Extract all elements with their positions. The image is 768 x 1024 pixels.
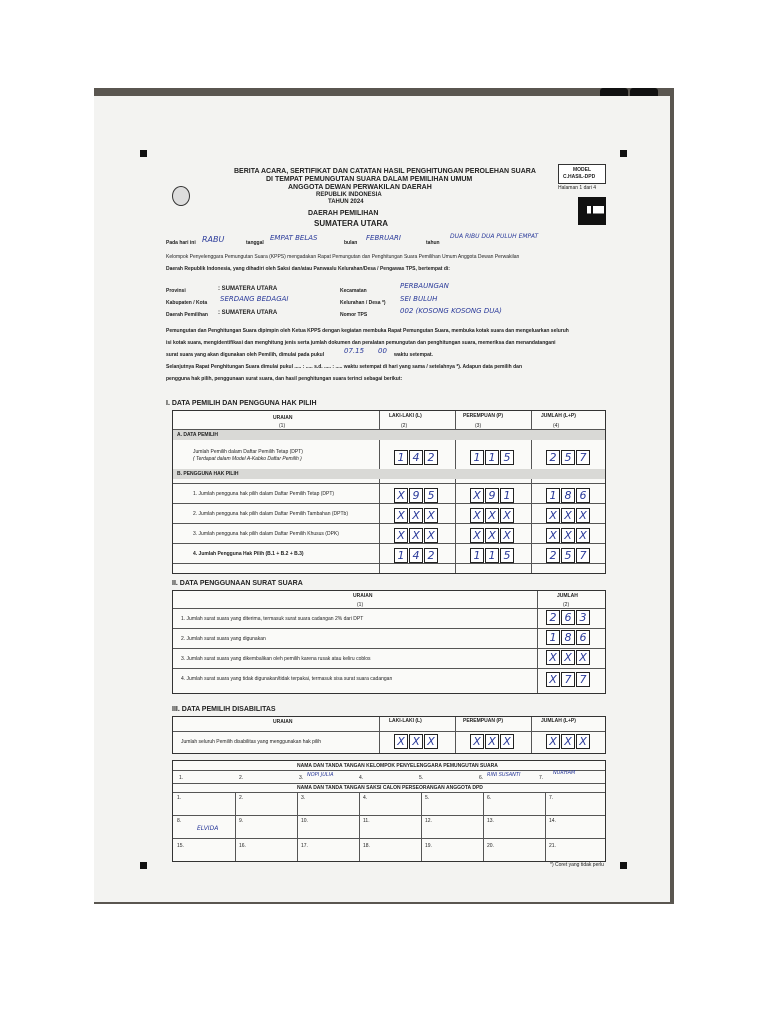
digit-box: X [394, 734, 408, 749]
dpt-t-boxes [546, 450, 590, 465]
digit-box: 5 [500, 548, 514, 563]
month-label: bulan [344, 240, 358, 246]
digit-box: X [470, 528, 484, 543]
intro-text-1: Kelompok Penyelenggara Pemungutan Suara (KPPS) mengadakan Rapat Pemungutan dan Penghitungan Suara Pemilihan Umum Anggota Dewan Perwakilan [166, 254, 520, 260]
saksi-num: 10. [301, 818, 308, 824]
col-laki-laki: LAKI-LAKI (L) [389, 718, 422, 724]
daerah-label: Daerah Pemilihan [166, 312, 208, 318]
region-label: DAERAH PEMILIHAN [308, 210, 379, 217]
corner-marker [620, 150, 627, 157]
digit-box: X [561, 734, 575, 749]
saksi-name-9: ELVIDA [197, 825, 219, 832]
digit-box: X [409, 528, 423, 543]
digit-box: X [546, 508, 560, 523]
date-label: tanggal [246, 240, 264, 246]
kelurahan-value: SEI BULUH [400, 295, 438, 303]
digit-box: X [561, 650, 575, 665]
b4-l-boxes [394, 548, 438, 563]
section-a-title: A. DATA PEMILIH [177, 432, 219, 438]
b4-t-boxes [546, 548, 590, 563]
saksi-num: 12. [425, 818, 432, 824]
digit-box: 2 [424, 548, 438, 563]
paragraph-line-1: Pemungutan dan Penghitungan Suara dipimpin oleh Ketua KPPS dengan kegiatan membuka Rapat Pemungutan Suara, membuka kotak suara dan mengeluarkan seluruh [166, 328, 569, 334]
section-a-header [173, 430, 605, 440]
digit-box: X [424, 528, 438, 543]
col-uraian: URAIAN [273, 719, 293, 725]
saksi-num: 15. [177, 843, 184, 849]
day-label: Pada hari ini [166, 240, 196, 246]
kecamatan-value: PERBAUNGAN [400, 282, 449, 290]
saksi-num: 13. [487, 818, 494, 824]
table-divider [173, 668, 605, 669]
year-value: DUA RIBU DUA PULUH EMPAT [450, 233, 539, 240]
ss-row-2-boxes [546, 630, 590, 645]
dis-t-boxes [546, 734, 590, 749]
col-num-4: (4) [553, 423, 560, 429]
kpps-num: 4. [359, 775, 364, 781]
b1-p-boxes [470, 488, 514, 503]
kpps-name-3: NOPI JULIA [307, 772, 334, 778]
col-jumlah: JUMLAH [557, 593, 578, 599]
digit-box: X [500, 508, 514, 523]
digit-box: X [485, 508, 499, 523]
table-divider [173, 648, 605, 649]
col-num-2: (2) [401, 423, 408, 429]
digit-box: 5 [561, 450, 575, 465]
ss-row-1-boxes [546, 610, 590, 625]
table-divider [173, 838, 605, 839]
saksi-num: 17. [301, 843, 308, 849]
b2-l-boxes [394, 508, 438, 523]
kpps-num: 5. [419, 775, 424, 781]
digit-box: 6 [576, 488, 590, 503]
table-divider [545, 792, 546, 861]
document-photo [94, 88, 674, 904]
section-2-title: II. DATA PENGGUNAAN SURAT SUARA [172, 580, 303, 587]
dpt-l-boxes [394, 450, 438, 465]
section-1-table [172, 410, 606, 574]
daerah-value: : SUMATERA UTARA [218, 310, 278, 316]
digit-box: 3 [576, 610, 590, 625]
saksi-num: 11. [363, 818, 370, 824]
ss-row-4-boxes [546, 672, 590, 687]
digit-box: 1 [500, 488, 514, 503]
date-value: EMPAT BELAS [270, 234, 318, 242]
digit-box: X [500, 528, 514, 543]
table-divider [173, 792, 605, 793]
digit-box: X [561, 508, 575, 523]
digit-box: 7 [576, 672, 590, 687]
model-code: C.HASIL-DPD [563, 174, 596, 180]
b4-p-boxes [470, 548, 514, 563]
col-num-3: (3) [475, 423, 482, 429]
month-value: FEBRUARI [366, 234, 401, 242]
kpps-name-7: NURHAM [553, 770, 576, 776]
table-divider [483, 792, 484, 861]
paragraph-line-4: Selanjutnya Rapat Penghitungan Suara dimulai pukul ..... : ..... s.d. ..... : ..... waktu setempat di hari yang sama / setelahnya *). Adapun data pemilih dan [166, 364, 522, 370]
table-divider [173, 608, 605, 609]
digit-box: X [409, 508, 423, 523]
digit-box: X [470, 508, 484, 523]
section-3-title: III. DATA PEMILIH DISABILITAS [172, 706, 276, 713]
paragraph-line-5: pengguna hak pilih, penggunaan surat suara, dan hasil penghitungan suara terinci sebagai berikut: [166, 376, 403, 382]
table-divider [173, 563, 605, 564]
saksi-num: 6. [487, 795, 492, 801]
col-jumlah: JUMLAH (L+P) [541, 718, 576, 724]
day-value: RABU [202, 235, 225, 244]
digit-box: X [576, 528, 590, 543]
saksi-num: 3. [301, 795, 306, 801]
digit-box: X [546, 734, 560, 749]
digit-box: 7 [576, 450, 590, 465]
col-perempuan: PEREMPUAN (P) [463, 718, 504, 724]
digit-box: X [546, 672, 560, 687]
ss-row-3-boxes [546, 650, 590, 665]
ss-row-1-label: 1. Jumlah surat suara yang diterima, termasuk surat suara cadangan 2% dari DPT [181, 616, 364, 622]
corner-marker [140, 150, 147, 157]
form-title-4: REPUBLIK INDONESIA [316, 192, 382, 198]
digit-box: 1 [470, 548, 484, 563]
kpps-name-6: RINI SUSANTI [487, 772, 521, 778]
digit-box: 1 [394, 450, 408, 465]
saksi-num: 9. [239, 818, 244, 824]
b3-t-boxes [546, 528, 590, 543]
b2-label: 2. Jumlah pengguna hak pilih dalam Daftar Pemilih Tambahan (DPTb) [193, 511, 348, 517]
table-divider [455, 717, 456, 753]
table-divider [173, 523, 605, 524]
digit-box: 2 [424, 450, 438, 465]
col-perempuan: PEREMPUAN (P) [463, 413, 504, 419]
table-divider [379, 717, 380, 753]
disabilitas-label: Jumlah seluruh Pemilih disabilitas yang menggunakan hak pilih [181, 739, 322, 745]
digit-box: X [409, 734, 423, 749]
footnote: *) Coret yang tidak perlu [550, 862, 604, 868]
b2-t-boxes [546, 508, 590, 523]
tps-value: 002 (KOSONG KOSONG DUA) [400, 307, 502, 315]
form-sheet [94, 96, 670, 902]
intro-text-2: Daerah Republik Indonesia, yang dihadiri oleh Saksi dan/atau Panwaslu Kelurahan/Desa / Pengawas TPS, bertempat di: [166, 266, 450, 272]
table-divider [173, 628, 605, 629]
saksi-num: 16. [239, 843, 246, 849]
digit-box: 1 [546, 630, 560, 645]
table-divider [531, 717, 532, 753]
table-divider [359, 792, 360, 861]
kecamatan-label: Kecamatan [340, 288, 367, 294]
b4-label: 4. Jumlah Pengguna Hak Pilih (B.1 + B.2 + B.3) [193, 551, 304, 557]
col-laki-laki: LAKI-LAKI (L) [389, 413, 422, 419]
table-divider [297, 792, 298, 861]
dpt-label-note: ( Terdapat dalam Model A-Kabko Daftar Pemilih ) [193, 456, 302, 462]
digit-box: X [424, 734, 438, 749]
ss-row-4-label: 4. Jumlah surat suara yang tidak digunakan/tidak terpakai, termasuk sisa surat suara cadangan [181, 676, 393, 682]
corner-marker [620, 862, 627, 869]
paragraph-line-3b: waktu setempat. [394, 352, 433, 358]
digit-box: 1 [470, 450, 484, 465]
paragraph-line-2: isi kotak suara, mengidentifikasi dan menghitung jenis serta jumlah dokumen dan peralatan pemungutan dan penghitungan suara, memeriksa dan menandatangani [166, 340, 556, 346]
kpps-num: 2. [239, 775, 244, 781]
section-1-title: I. DATA PEMILIH DAN PENGGUNA HAK PILIH [166, 400, 317, 407]
digit-box: 1 [394, 548, 408, 563]
corner-marker [140, 862, 147, 869]
digit-box: 4 [409, 548, 423, 563]
form-title-3: ANGGOTA DEWAN PERWAKILAN DAERAH [288, 184, 432, 191]
table-divider [421, 792, 422, 861]
saksi-num: 2. [239, 795, 244, 801]
saksi-num: 19. [425, 843, 432, 849]
digit-box: 9 [485, 488, 499, 503]
kpps-num: 3. [299, 775, 304, 781]
time-start: 07.15 [344, 347, 365, 355]
saksi-num: 14. [549, 818, 556, 824]
b2-p-boxes [470, 508, 514, 523]
col-num-1: (1) [357, 602, 364, 608]
section-3-table [172, 716, 606, 754]
time-end: 00 [378, 347, 387, 355]
b1-l-boxes [394, 488, 438, 503]
digit-box: X [485, 734, 499, 749]
saksi-num: 5. [425, 795, 430, 801]
section-2-table [172, 590, 606, 694]
digit-box: X [470, 734, 484, 749]
table-divider [173, 770, 605, 771]
form-title-2: DI TEMPAT PEMUNGUTAN SUARA DALAM PEMILIHAN UMUM [266, 176, 473, 183]
digit-box: 5 [424, 488, 438, 503]
digit-box: X [470, 488, 484, 503]
b1-t-boxes [546, 488, 590, 503]
kpps-num: 7. [539, 775, 544, 781]
table-divider [173, 483, 605, 484]
digit-box: X [394, 528, 408, 543]
digit-box: X [424, 508, 438, 523]
col-uraian: URAIAN [353, 593, 373, 599]
model-label: MODEL [573, 167, 592, 173]
digit-box: X [561, 528, 575, 543]
section-b-title: B. PENGGUNA HAK PILIH [177, 471, 239, 477]
digit-box: 5 [561, 548, 575, 563]
ss-row-3-label: 3. Jumlah surat suara yang dikembalikan oleh pemilih karena rusak atau keliru coblos [181, 656, 371, 662]
signature-table [172, 760, 606, 862]
dis-p-boxes [470, 734, 514, 749]
digit-box: 5 [500, 450, 514, 465]
kpps-num: 6. [479, 775, 484, 781]
b3-label: 3. Jumlah pengguna hak pilih dalam Daftar Pemilih Khusus (DPK) [193, 531, 339, 537]
b1-label: 1. Jumlah pengguna hak pilih dalam Daftar Pemilih Tetap (DPT) [193, 491, 335, 497]
digit-box: 2 [546, 450, 560, 465]
table-divider [235, 792, 236, 861]
col-num-1: (1) [279, 423, 286, 429]
dis-l-boxes [394, 734, 438, 749]
dpt-label: Jumlah Pemilih dalam Daftar Pemilih Tetap (DPT) [193, 449, 303, 455]
col-uraian: URAIAN [273, 415, 293, 421]
page-indicator: Halaman 1 dari 4 [558, 185, 597, 191]
b3-l-boxes [394, 528, 438, 543]
table-divider [173, 731, 605, 732]
qr-code-icon [578, 197, 606, 225]
saksi-num: 21. [549, 843, 556, 849]
digit-box: 1 [546, 488, 560, 503]
saksi-num: 20. [487, 843, 494, 849]
saksi-num: 7. [549, 795, 554, 801]
digit-box: 8 [561, 488, 575, 503]
kpps-title: NAMA DAN TANDA TANGAN KELOMPOK PENYELENGGARA PEMUNGUTAN SUARA [297, 763, 498, 769]
garuda-logo-icon [172, 186, 190, 206]
digit-box: X [485, 528, 499, 543]
kpps-num: 1. [179, 775, 184, 781]
digit-box: 4 [409, 450, 423, 465]
tps-label: Nomor TPS [340, 312, 368, 318]
digit-box: X [394, 508, 408, 523]
ss-row-2-label: 2. Jumlah surat suara yang digunakan [181, 636, 266, 642]
col-jumlah: JUMLAH (L+P) [541, 413, 576, 419]
digit-box: 1 [485, 548, 499, 563]
saksi-num: 18. [363, 843, 370, 849]
table-divider [173, 543, 605, 544]
kelurahan-label: Kelurahan / Desa *) [340, 300, 386, 306]
digit-box: 2 [546, 610, 560, 625]
digit-box: X [576, 650, 590, 665]
form-title-5: TAHUN 2024 [328, 199, 364, 205]
kabupaten-value: SERDANG BEDAGAI [220, 295, 289, 303]
table-divider [173, 815, 605, 816]
region-name: SUMATERA UTARA [314, 219, 389, 228]
digit-box: 6 [576, 630, 590, 645]
digit-box: X [576, 734, 590, 749]
digit-box: X [394, 488, 408, 503]
table-divider [173, 503, 605, 504]
digit-box: 8 [561, 630, 575, 645]
paragraph-line-3: surat suara yang akan digunakan oleh Pemilih, dimulai pada pukul [166, 352, 325, 358]
col-num-2: (2) [563, 602, 570, 608]
digit-box: 7 [576, 548, 590, 563]
table-divider [173, 783, 605, 784]
model-box [558, 164, 606, 184]
digit-box: 2 [546, 548, 560, 563]
year-label: tahun [426, 240, 440, 246]
table-divider [537, 591, 538, 693]
provinsi-label: Provinsi [166, 288, 186, 294]
b3-p-boxes [470, 528, 514, 543]
digit-box: 6 [561, 610, 575, 625]
digit-box: 9 [409, 488, 423, 503]
dpt-p-boxes [470, 450, 514, 465]
saksi-num: 4. [363, 795, 368, 801]
form-title-1: BERITA ACARA, SERTIFIKAT DAN CATATAN HASIL PENGHITUNGAN PEROLEHAN SUARA [234, 168, 536, 175]
digit-box: X [546, 528, 560, 543]
saksi-title: NAMA DAN TANDA TANGAN SAKSI CALON PERSEORANGAN ANGGOTA DPD [297, 785, 483, 791]
digit-box: 7 [561, 672, 575, 687]
provinsi-value: : SUMATERA UTARA [218, 286, 278, 292]
digit-box: X [546, 650, 560, 665]
kabupaten-label: Kabupaten / Kota [166, 300, 208, 306]
digit-box: X [500, 734, 514, 749]
digit-box: 1 [485, 450, 499, 465]
saksi-num: 8. [177, 818, 182, 824]
saksi-num: 1. [177, 795, 182, 801]
digit-box: X [576, 508, 590, 523]
